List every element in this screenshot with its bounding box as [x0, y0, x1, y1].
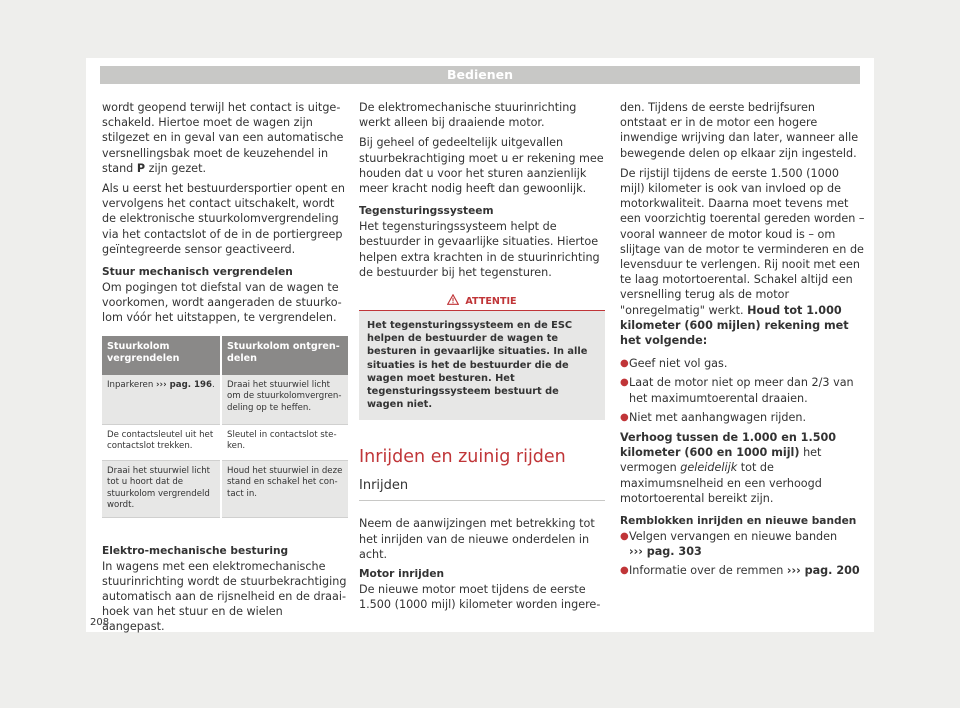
page-reference-link[interactable]: ››› pag. 303: [629, 545, 702, 559]
bullet-list: [620, 529, 865, 579]
table-row: [102, 460, 348, 517]
page-reference-link[interactable]: ››› pag. 200: [786, 564, 860, 578]
bullet-list: [620, 356, 865, 425]
subheading: Stuur mechanisch vergrendelen: [102, 266, 293, 279]
subheading: Tegensturingssysteem: [359, 205, 494, 218]
paragraph: In wagens met een elektromechanische stuurinrichting wordt de stuurbekrachtiging automatisch aan de rijsnelheid en de draaihoek van het stuur en de wielen aangepast.: [102, 559, 347, 634]
table-cell: De contactsleutel uit het contactslot trekken.: [102, 424, 221, 460]
paragraph: Om pogingen tot diefstal van de wagen te voorkomen, wordt aangeraden de stuurkolom vóór het uitstappen, te vergrendelen.: [102, 281, 342, 325]
table-cell: Draai het stuurwiel licht om de stuurkolomvergrendeling op te heffen.: [221, 375, 348, 425]
paragraph: Verhoog tussen de 1.000 en 1.500 kilometer (600 en 1000 mijl) het vermogen geleidelijk tot de maximumsnelheid en een verhoogd motortoerental bereikt zijn.: [620, 431, 837, 505]
subheading: Remblokken inrijden en nieuwe banden: [620, 515, 857, 528]
page-number: 208: [90, 617, 110, 628]
paragraph: wordt geopend terwijl het contact is uitgeschakeld. Hiertoe moet de wagen zijn stilgezet en in geval van een automatische versnellingsbak moet de keuzehendel in stand P zijn gezet.: [102, 101, 344, 175]
paragraph: De rijstijl tijdens de eerste 1.500 (1000 mijl) kilometer is ook van invloed op de motorkwaliteit. Daarna moet tevens met een voorzichtig toerental gereden worden – vooral wanneer de motor koud is – om slijtage van de motor te verminderen en de levensduur te verlengen. Rij nooit met een te laag motortoerental. Schakel altijd een versnelling terug als de motor "onregelmatig" werkt. Houd tot 1.000 kilometer (600 mijlen) rekening met het volgende:: [620, 166, 865, 348]
table-row: [102, 375, 348, 425]
page-reference-link[interactable]: ››› pag. 196: [156, 379, 212, 390]
attention-box: [359, 292, 605, 420]
bullet-icon: ●: [620, 411, 629, 423]
warning-icon: [447, 294, 459, 305]
paragraph: De elektromechanische stuurinrichting werkt alleen bij draaiende motor.: [359, 101, 577, 130]
bullet-icon: ●: [620, 377, 629, 389]
column-2: [359, 100, 605, 612]
table-cell: Houd het stuurwiel in deze stand en schakel het contact in.: [221, 460, 348, 517]
paragraph: Het tegensturingssysteem helpt de bestuurder in gevaarlijke situaties. Hiertoe helpen extra krachten in de stuurinrichting de bestuurder bij het tegensturen.: [359, 220, 600, 279]
table-row: [102, 424, 348, 460]
bullet-icon: ●: [620, 531, 629, 543]
list-item: ● Niet met aanhangwagen rijden.: [620, 410, 807, 424]
bullet-icon: ●: [620, 565, 629, 577]
bullet-icon: ●: [620, 358, 629, 370]
table-cell: Inparkeren ››› pag. 196.: [102, 375, 221, 425]
table-header: Stuurkolom ontgrendelen: [221, 336, 348, 375]
list-item: ● Informatie over de remmen ››› pag. 200: [620, 564, 860, 578]
steering-lock-table: [102, 336, 348, 518]
attention-body: Het tegensturingssysteem en de ESC helpen de bestuurder de wagen te besturen in gevaarlijke situaties. In alle situaties is het de bestuurder die de wagen moet besturen. Het tegensturingssysteem bestuurt de wagen niet.: [367, 320, 588, 411]
subheading: Motor inrijden: [359, 568, 445, 581]
section-title: Inrijden en zuinig rijden: [359, 447, 566, 468]
list-item: ● Laat de motor niet op meer dan 2/3 van het maximumtoerental draaien.: [620, 376, 854, 405]
table-header: Stuurkolom vergrendelen: [102, 336, 221, 375]
paragraph: Als u eerst het bestuurdersportier opent en vervolgens het contact uitschakelt, wordt de elektronische stuurkolomvergrendeling via het contactslot of de in de portiergreep geïntegreerde sensor geactiveerd.: [102, 182, 345, 256]
table-cell: Draai het stuurwiel licht tot u hoort dat de stuurkolom vergrendeld wordt.: [102, 460, 221, 517]
column-1: [102, 100, 348, 635]
page-header: Bedienen: [100, 66, 860, 84]
paragraph: Bij geheel of gedeeltelijk uitgevallen stuurbekrachtiging moet u er rekening mee houden dat u voor het sturen aanzienlijk meer kracht nodig heeft dan gewoonlijk.: [359, 136, 604, 196]
paragraph: De nieuwe motor moet tijdens de eerste 1.500 (1000 mijl) kilometer worden ingere-: [359, 583, 601, 612]
list-item: ● Geef niet vol gas.: [620, 357, 728, 371]
attention-header: ATTENTIE: [359, 292, 605, 311]
subheading: Elektro-mechanische besturing: [102, 544, 289, 557]
list-item: ● Velgen vervangen en nieuwe banden ››› pag. 303: [620, 530, 838, 559]
paragraph: den. Tijdens de eerste bedrijfsuren ontstaat er in de motor een hogere inwendige wrijving dan later, wanneer alle bewegende delen op elkaar zijn ingesteld.: [620, 101, 859, 160]
table-cell: Sleutel in contactslot steken.: [221, 424, 348, 460]
section-subtitle: Inrijden: [359, 478, 605, 501]
column-3: [620, 100, 865, 584]
paragraph: Neem de aanwijzingen met betrekking tot het inrijden van de nieuwe onderdelen in acht.: [359, 517, 595, 561]
